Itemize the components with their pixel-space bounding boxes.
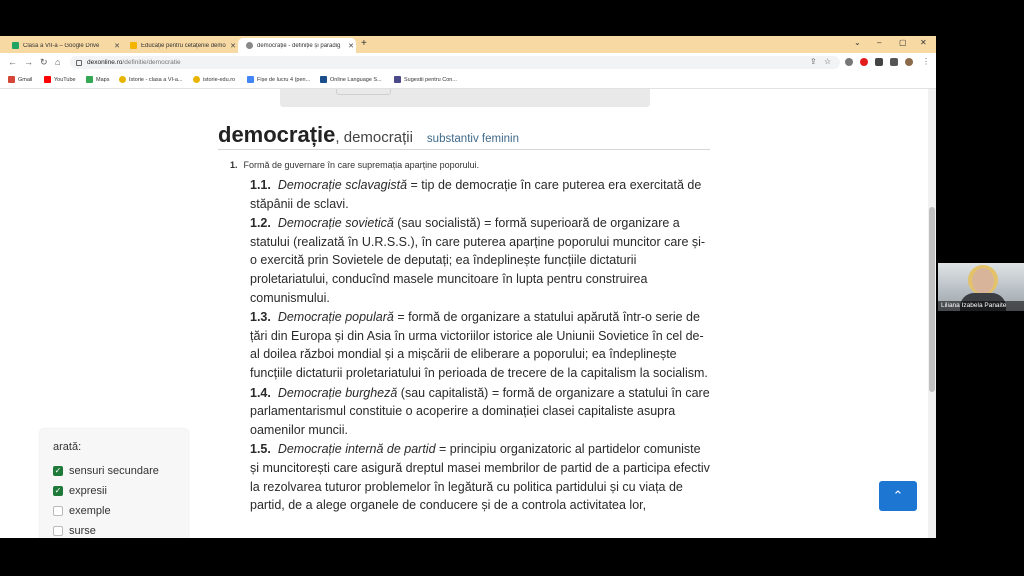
subsense-number: 1.2. [250, 216, 271, 231]
new-tab-button[interactable]: + [361, 38, 367, 49]
radioactive-icon [119, 76, 126, 83]
subsense-number: 1.5. [250, 442, 271, 457]
google-classroom-icon [130, 42, 137, 49]
bookmark-label: Fișe de lucru 4 (pen... [257, 76, 311, 83]
language-icon [320, 76, 327, 83]
scrollbar-thumb[interactable] [929, 207, 935, 392]
youtube-icon [44, 76, 51, 83]
maximize-button[interactable]: ▢ [899, 38, 907, 47]
bookmark-gmail[interactable] [8, 76, 32, 83]
subsense-term: Democrație internă de partid [277, 442, 436, 457]
bookmark-online-language[interactable] [320, 76, 382, 83]
tab-label: democrație - definiție și paradig [257, 42, 341, 49]
sidebar-icon[interactable] [890, 58, 898, 66]
page-scrollbar[interactable] [928, 89, 936, 538]
close-icon[interactable]: ✕ [348, 42, 354, 50]
subsense [250, 308, 712, 382]
tab-search-button[interactable]: ⌄ [854, 38, 861, 47]
minimize-button[interactable]: – [877, 38, 882, 47]
kebab-menu-icon[interactable]: ⋮ [922, 57, 930, 66]
option-sensuri-secundare[interactable] [53, 461, 175, 481]
option-label: sensuri secundare [69, 465, 159, 477]
maps-icon [86, 76, 93, 83]
display-options-panel [40, 429, 188, 538]
url-host: dexonline.ro [87, 59, 123, 66]
inflected-form: , democrații [335, 129, 413, 146]
document-icon [394, 76, 401, 83]
subsense [250, 384, 712, 440]
sense-text: Formă de guvernare în care supremația aparține poporului. [243, 160, 480, 170]
forward-arrow-icon[interactable]: → [24, 57, 33, 67]
bookmark-label: Istorie - clasa a VI-a... [129, 76, 183, 83]
subsense-term: Democrație populară [277, 310, 394, 325]
subsense-number: 1.3. [250, 310, 271, 325]
panel-button[interactable] [336, 89, 391, 95]
subsense-extra: (sau socialistă) [393, 216, 481, 231]
bookmark-star-icon[interactable]: ☆ [824, 57, 832, 66]
bookmark-label: istorie-edu.ro [203, 76, 236, 83]
bookmark-label: Online Language S... [330, 76, 382, 83]
entry-header [218, 122, 710, 150]
option-label: expresii [69, 485, 107, 497]
participant-name: Liliana Izabela Panaite [938, 301, 1024, 311]
checkbox-checked[interactable]: ✓ [54, 486, 62, 495]
browser-toolbar [0, 53, 936, 72]
previous-section-panel [280, 89, 650, 107]
bookmark-fise-de-lucru[interactable] [247, 76, 310, 83]
subsense-definition: = formă superioară de organizare a statului (realizată în U.R.S.S.), în care puterea aparține poporului muncitor care și-o exercită prin Sovietele de deputați; ea îndeplinește funcțiile dictaturii proletariatului, conducînd masele muncitoare în lupta pentru construirea comunismului. [250, 216, 706, 305]
option-label: exemple [69, 505, 111, 517]
extension-icon[interactable] [845, 58, 853, 66]
bookmarks-bar [0, 72, 936, 89]
tab-google-drive[interactable] [4, 38, 122, 53]
part-of-speech-link[interactable]: substantiv feminin [426, 133, 519, 145]
subsense-number: 1.1. [250, 178, 271, 192]
subsense-term: Democrație burgheză [277, 385, 398, 400]
bookmark-label: Maps [96, 76, 110, 83]
participant-face [972, 268, 994, 294]
dexonline-icon [246, 42, 253, 49]
checkbox-unchecked[interactable] [53, 526, 63, 536]
document-icon [247, 76, 254, 83]
radioactive-icon [193, 76, 200, 83]
option-expresii[interactable] [53, 481, 175, 501]
checkbox-unchecked[interactable] [53, 506, 63, 516]
subsense-definition: = tip de democrație în care puterea era exercitată de stăpânii de sclavi. [250, 178, 702, 211]
sense-number: 1. [230, 160, 238, 170]
subsense-term: Democrație sclavagistă [277, 178, 408, 192]
bookmark-maps[interactable] [86, 76, 109, 83]
bookmark-label: Sugestii pentru Con... [404, 76, 457, 83]
option-exemple[interactable] [53, 501, 175, 521]
headword: democrație [218, 122, 336, 147]
gmail-icon [8, 76, 15, 83]
browser-window [0, 36, 936, 538]
page-viewport [0, 89, 936, 538]
video-participant-tile[interactable] [938, 263, 1024, 311]
close-icon[interactable]: ✕ [230, 42, 236, 50]
google-drive-icon [12, 42, 19, 49]
subsense-list [250, 176, 712, 516]
opera-extension-icon[interactable] [860, 58, 868, 66]
subsense [250, 214, 712, 307]
lock-icon [76, 60, 82, 66]
close-icon[interactable]: ✕ [114, 42, 120, 50]
subsense-number: 1.4. [250, 385, 271, 400]
subsense-term: Democrație sovietică [277, 216, 394, 231]
subsense-extra: (sau capitalistă) [397, 385, 489, 400]
puzzle-extensions-icon[interactable] [875, 58, 883, 66]
subsense-definition: = formă de organizare a statului în care parlamentarismul constituie o acoperire a dominației clasei capitaliste asupra oamenilor muncii. [250, 385, 710, 437]
reload-icon[interactable]: ↻ [40, 57, 48, 67]
subsense [250, 176, 712, 213]
option-surse[interactable] [53, 521, 175, 538]
checkbox-checked[interactable]: ✓ [54, 466, 62, 475]
option-label: surse [69, 525, 96, 537]
bookmark-label: YouTube [54, 76, 76, 83]
tab-label: Educație pentru cetățenie demo [141, 42, 226, 49]
profile-avatar[interactable] [905, 58, 913, 66]
tab-label: Clasa a VII-a – Google Drive [23, 42, 100, 49]
bookmark-youtube[interactable] [44, 76, 76, 83]
bookmark-istorie-edu[interactable] [193, 76, 235, 83]
tab-dexonline[interactable] [238, 38, 356, 53]
share-icon[interactable]: ⇪ [810, 57, 817, 66]
subsense-definition: = formă de organizare a statului apărută într-o serie de țări din Europa și din Asia în urma victoriilor istorice ale Uniunii Sovietice în cel de-al doilea război mondial și a mișcării de eliberare a poporului; ea îndeplinește funcțiile dictaturii proletariatului în perioada de trecere de la capitalism la socialism. [250, 310, 708, 380]
home-icon[interactable]: ⌂ [55, 57, 61, 67]
bookmark-sugestii[interactable] [394, 76, 457, 83]
bookmark-istorie-clasa[interactable] [119, 76, 183, 83]
options-title: arată: [53, 441, 82, 453]
close-window-button[interactable]: ✕ [920, 38, 927, 47]
sense-1 [230, 160, 479, 170]
tab-classroom[interactable] [122, 38, 238, 53]
back-to-top-button[interactable]: ⌃ [879, 481, 917, 511]
subsense-definition: = principiu organizatoric al partidelor comuniste și muncitorești care asigură dreptul masei membrilor de partid de a participa efectiv la rezolvarea tuturor problemelor în legătură cu politica partidului și cu viața de partid, de a alege organele de conducere și de a controla activitatea lor, [250, 442, 710, 513]
bookmark-label: Gmail [18, 76, 33, 83]
back-arrow-icon[interactable]: ← [8, 57, 17, 67]
url-path: /definitie/democratie [122, 59, 181, 66]
subsense [250, 440, 712, 514]
address-bar[interactable] [70, 56, 840, 69]
tab-bar [0, 36, 936, 53]
